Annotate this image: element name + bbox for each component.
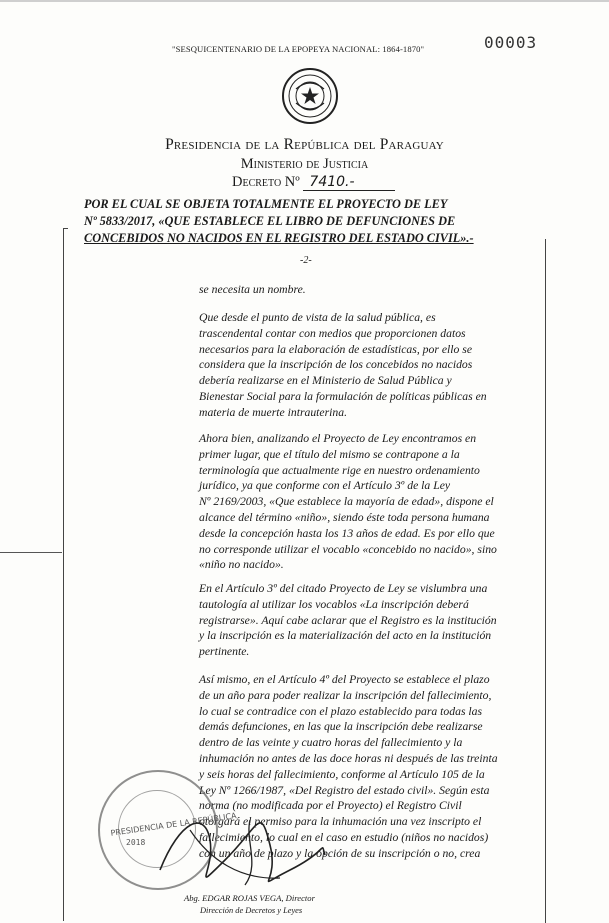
text-line: no corresponde utilizar el vocablo «concebido no nacido», sino (199, 542, 497, 556)
text-line: En el Artículo 3º del citado Proyecto de Ley se vislumbra una (199, 582, 488, 595)
text-line: pertinente. (199, 645, 250, 659)
page-number-stamp: 00003 (484, 33, 538, 52)
text-line: se necesita un nombre. (199, 283, 306, 296)
text-line: lo cual se contradice con el plazo establecido para todas las (199, 704, 483, 718)
text-line: Ahora bien, analizando el Proyecto de Ley encontramos en (199, 432, 477, 445)
text-line: terminología que actualmente rige en nuestro ordenamiento (199, 463, 480, 477)
text-line: materia de muerte intrauterina. (199, 405, 348, 419)
national-seal-icon (281, 67, 339, 125)
page-marker: -2- (300, 255, 312, 266)
text-line: y seis horas del fallecimiento, conforme al Artículo 105 de la (199, 767, 485, 781)
stamp-date: 2018 (126, 838, 146, 847)
text-line: tautología al utilizar los vocablos «La inscripción deberá (199, 597, 469, 611)
text-line: desde la concepción hasta los 13 años de edad. Es por ello que (199, 526, 495, 540)
text-line: dentro de las veinte y cuatro horas del fallecimiento y la (199, 736, 463, 750)
motto: "SESQUICENTENARIO DE LA EPOPEYA NACIONAL: 1864-1870" (172, 44, 425, 54)
paragraph (199, 581, 539, 660)
text-line: jurídico, ya que conforme con el Artículo 3º de la Ley (199, 479, 451, 493)
decree-label: Decreto Nº (232, 174, 300, 190)
text-line: de un año para poder realizar la inscripción del fallecimiento, (199, 688, 492, 702)
presidency-heading: Presidencia de la República del Paraguay (165, 136, 444, 153)
top-frame-line (0, 0, 609, 2)
text-line: otorgará el permiso para la inhumación una vez inscripto el (199, 815, 482, 829)
text-line: alcance del término «niño», siendo éste toda persona humana (199, 510, 490, 524)
right-margin-bracket (542, 239, 546, 923)
text-line: considera que la inscripción de los concebidos no nacidos (199, 358, 473, 372)
text-line: registrarse». Aquí cabe aclarar que el Registro es la institución (199, 613, 497, 627)
handwritten-signature (150, 800, 330, 900)
text-line: debería realizarse en el Ministerio de Salud Pública y (199, 374, 452, 388)
text-line: trascendental contar con medios que proporcionen datos (199, 326, 466, 340)
left-margin-bracket (63, 228, 68, 921)
text-line: norma (no modificada por el Proyecto) el Registro Civil (199, 799, 462, 813)
title-line-3: CONCEBIDOS NO NACIDOS EN EL REGISTRO DEL ESTADO CIVIL».- (84, 231, 474, 245)
text-line: Nº 2169/2003, «Que establece la mayoría de edad», dispone el (199, 495, 494, 509)
signatory-office: Dirección de Decretos y Leyes (200, 906, 303, 915)
text-line: Que desde el punto de vista de la salud pública, es (199, 311, 436, 324)
title-line-1: POR EL CUAL SE OBJETA TOTALMENTE EL PROYECTO DE LEY (84, 197, 448, 211)
signatory-name: Abg. EDGAR ROJAS VEGA, Director (184, 893, 315, 903)
decree-line (232, 174, 395, 191)
text-line: «niño no nacido». (199, 558, 284, 572)
decree-number: 7410.- (303, 174, 395, 191)
text-line: necesarios para la elaboración de estadísticas, por ello se (199, 342, 473, 356)
text-line: primer lugar, que el título del mismo se contrapone a la (199, 447, 460, 461)
text-line: y la inscripción es la materialización del acto en la institución (199, 629, 492, 643)
paragraph (199, 310, 539, 421)
text-line: inhumación no antes de las doce horas ni después de las treinta (199, 751, 498, 765)
paragraph (199, 282, 539, 298)
text-line: demás defunciones, en las que la inscripción debe realizarse (199, 720, 483, 734)
text-line: fallecimiento, lo cual en el caso en estudio (niños no nacidos) (199, 830, 489, 844)
text-line: Así mismo, en el Artículo 4º del Proyecto se establece el plazo (199, 673, 490, 686)
text-line: Ley Nº 1266/1987, «Del Registro del estado civil». Según esta (199, 783, 490, 797)
paragraph (199, 431, 539, 573)
text-line: con un año de plazo y la opción de su inscripción o no, crea (199, 846, 481, 860)
decree-title (84, 196, 544, 247)
margin-rule (0, 552, 62, 553)
stamp-text: PRESIDENCIA DE LA REPÚBLICA (109, 811, 238, 838)
text-line: Bienestar Social para la formulación de políticas públicas en (199, 389, 487, 403)
title-line-2: Nº 5833/2017, «QUE ESTABLECE EL LIBRO DE DEFUNCIONES DE (84, 214, 456, 228)
ministry-heading: Ministerio de Justicia (240, 156, 369, 172)
